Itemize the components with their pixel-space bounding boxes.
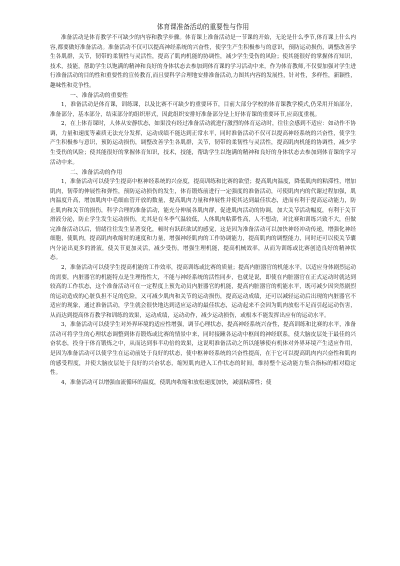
paragraph: 4，准备活动可以增强血流循环的温度，使肌肉收缩和放松速度加快，减弱粘滞性；使 bbox=[61, 379, 272, 386]
paragraph: 1，准备活动可以使学生提高中枢神经系统的兴奋度，提高训练和比赛的欲望；提高肌肉温度，降低肌肉的粘滞性，增加肌肉，韧带的伸展性和弹性，预防运动损伤的发生，体育锻炼前进行一定强度的准备活动，可使肌肉内的代谢过程加强，肌肉温度升高，增加肌肉中毛细血管开放的数量，提高肌肉力量和伸展性并使其达到最佳状态，进而有利于提高运动能力，防止肌肉和关节的损伤，科学合理的准备活动，能充分伸展各肌肉群，促进肌肉活动的协调，加大关节活动幅度，有利于关节滑液分泌，防止学生发生运动损伤，尤其是在冬季气温较低，人体肌肉粘滞性高，人不想动，对比赛和训练兴致不大，但做完准备活动以后，情绪往往发生显著变化，顿时有跃跃欲试的感觉，这是因为准备活动可以加快神经冲动传递，增强化神经细胞，使肌肉，提高肌肉收缩时的速度和力量，增强神经肌肉的工作协调能力，提高肌肉的调整能力，同时还可以使关节囊内分泌出更多的滑液，使关节更加灵活，减少受伤，增强生理机能，提高机械效率，从而为训练或比赛创造良好的精神状态。 bbox=[50, 179, 356, 262]
paragraph: 准备活动是体育教学不可缺少的内容和教学步骤。体育课上准备活动是一节课的开始，无论是什么季节,体育课上什么内容,都要做好准备活动。准备活动不仅可以提高神经系统的兴奋性，使学生产生积极参与的意识，预防运动损伤，调整改善学生各肌群，关节，韧带的柔韧性与灵活性，提高了肌肉机能的协调性，减少学生受伤的风险；使其能很好的掌握体育知识，技术，技能，帮助学生以饱满的精神和良好的身体状态去参加到体育课的学习活动中来，作为体育教师,不仅要加强对学生进行准备活动的目的性和重要性的宣传教育,而且要科学合理地安排准备活动,力图其内容的发展性，针对性，多样性，新颖性，趣味性和竞争性。 bbox=[50, 35, 356, 89]
paragraph: 2，准备活动可以使学生提高机能的工作效率，提高训练或比赛的质量；提高内脏器官的机能水平，以适应身体剧烈运动的需要，内脏器官的机能特点是生理惰性大，不能与神经系统的活性同步，也就是说，即使在内脏器官在正式运动时就达到较高的工作状态，这个准备活动可在一定程度上预先动员内脏器官的机能，提高内脏器官的机能水平，既可减少因突然剧烈的运动造成的心脏负担不足的危险，又可减少肌肉和关节的运动损伤，提高运动成绩，还可以减轻运动后出现的内脏器官不适应的现象，通过准备活动，学生就会很快地达到适应运动的最佳状态，运动起来不会因为肌肉放松不足而引起运动伤害，从而达到提高体育教学和训练的效果，运动成绩，运动动作，减少运动损伤，或根本不能发挥出应有的运动水平。 bbox=[50, 265, 356, 319]
paragraph: 2，在上体育课时，人体从安静状态，如果没有经过准备活动就进行激烈的体育运动时，往往会感到不适应：如动作不协调，力量和速度等素质无法充分发挥，运动成绩不能达到正常水平，同时准备活动不仅可以提高神经系统的兴奋性，使学生产生积极参与意识，预防运动损伤，调整改善学生各肌群，关节，韧带的柔韧性与灵活性，提高肌肉机能的协调性，减少学生受伤的风险；使其能很好的掌握体育知识，技术，技能，帮助学生以饱满的精神和良好的身体状态去参加到体育课的学习活动中来。 bbox=[50, 121, 356, 166]
paragraph: 3，准备活动可以使学生对外界环境的适应性增强，调节心理状态，提高神经系统兴奋性，提高训练和比赛的水平，准备活动可将学生的心理状态调整到体育锻炼或比赛的情景中来，同时接踵各运动中枢间的神经联系，使大脑皮层处于最佳的兴奋状态，投身于体育锻炼之中，从而达到事半功倍的效果，这说明准备活动之所以能够使有机体对外界环境产生适应作用，是因为准备活动可以使学生在运动前处于良好的状态，使中枢神经系统的兴奋性提高，在于它可以提高肌肉内兴奋性和肌肉的感受程度，并使大脑皮层处于良好的兴奋状态，缩短肌肉进入工作状态的时间，维持整个运动能力集合指标的相对稳定性。 bbox=[50, 322, 356, 377]
section-heading: 一、准备活动的重要性 bbox=[70, 93, 128, 100]
paragraph: 1，准备活动是体育课，训练课，以及比赛不可缺少的重要环节，目前大部分学校的体育课教学模式,仍采用开始部分，准备部分，基本部分，结束部分的组织形式，因此组织安排好准备部分是上好体育课的重要环节,应高度重视。 bbox=[50, 102, 356, 118]
document-title: 体育课准备活动的重要性与作用 bbox=[156, 23, 250, 31]
section-heading: 二、准备活动的作用 bbox=[70, 170, 123, 177]
document-body bbox=[50, 34, 356, 388]
